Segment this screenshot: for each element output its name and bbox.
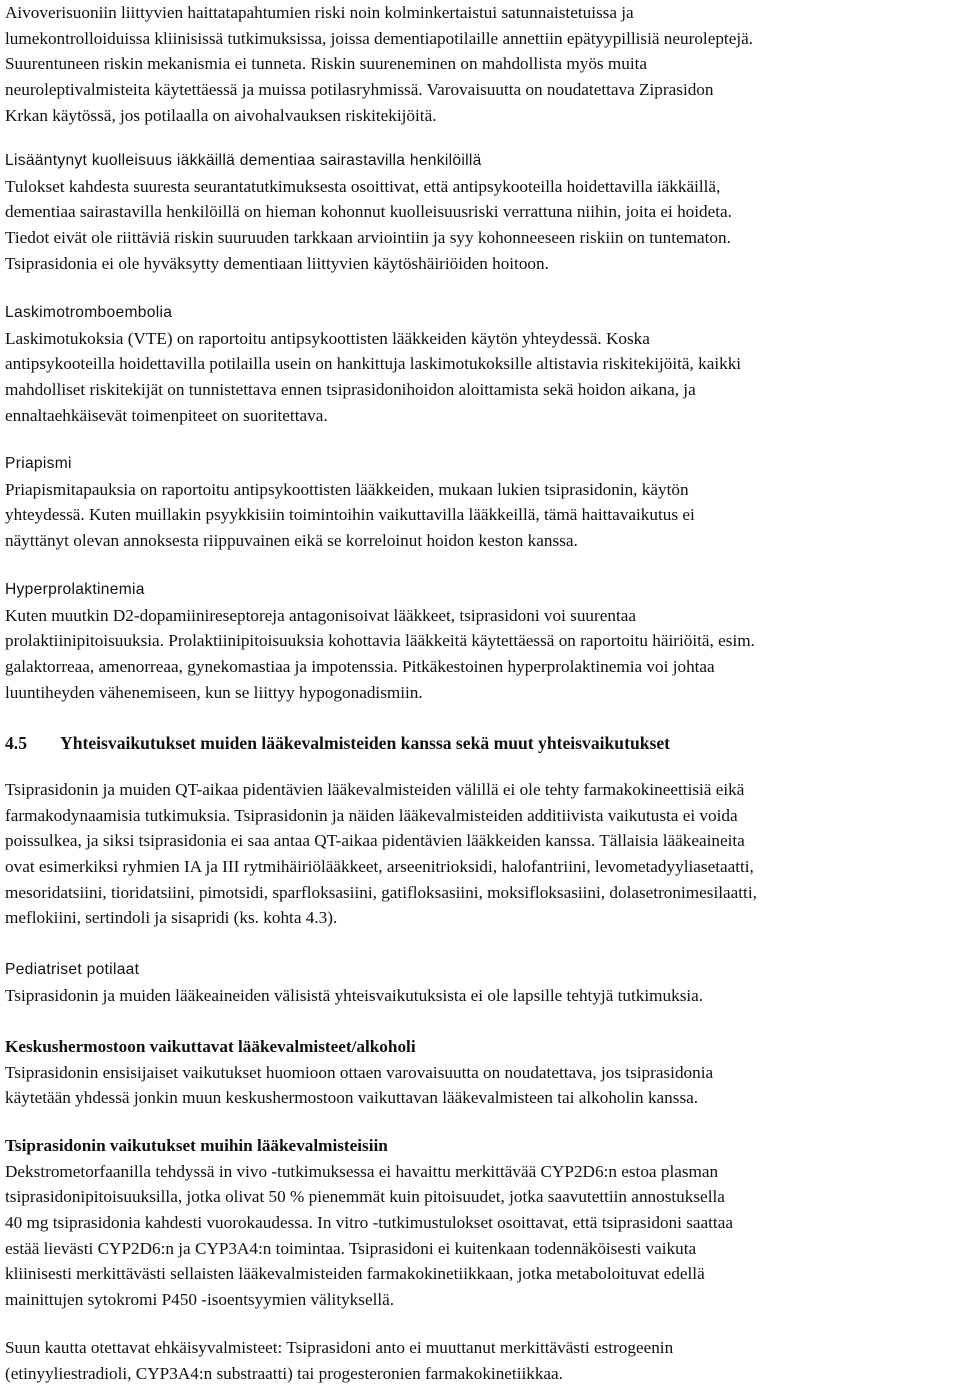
text-line: ovat esimerkiksi ryhmien IA ja III rytmihäiriölääkkeet, arseenitrioksidi, halofantriini, levometadyyliasetaatti, — [5, 857, 754, 877]
effects-on-others-section — [5, 1133, 955, 1313]
text-line: Krkan käytössä, jos potilaalla on aivohalvauksen riskitekijöitä. — [5, 105, 437, 125]
section-number: 4.5 — [5, 733, 27, 753]
section-heading: Tsiprasidonin vaikutukset muihin lääkevalmisteisiin — [5, 1136, 388, 1155]
text-line: kliinisesti merkittävästi sellaisten lääkevalmisteiden farmakokinetiikkaan, jotka metaboloituvat edellä — [5, 1264, 705, 1284]
section-4-5-body — [5, 777, 955, 931]
text-line: farmakodynaamisia tutkimuksia. Tsiprasidonin ja näiden lääkevalmisteiden additiivista vaikutusta ei voida — [5, 805, 738, 825]
text-line: käytetään yhdessä jonkin muun keskushermostoon vaikuttavan lääkevalmisteen tai alkoholin kanssa. — [5, 1088, 699, 1108]
pediatric-section — [5, 957, 955, 1008]
text-line: yhteydessä. Kuten muillakin psyykkisiin toimintoihin vaikuttavilla lääkkeillä, tämä haittavaikutus ei — [5, 505, 695, 525]
contraceptives-paragraph — [5, 1335, 955, 1386]
text-line: galaktorreaa, amenorreaa, gynekomastiaa ja impotenssia. Pitkäkestoinen hyperprolaktinemia voi johtaa — [5, 657, 715, 677]
cns-section — [5, 1034, 955, 1111]
text-line: Tsiprasidonia ei ole hyväksytty dementiaan liittyvien käytöshäiriöiden hoitoon. — [5, 253, 549, 273]
text-line: Tsiprasidonin ja muiden lääkeaineiden välisistä yhteisvaikutuksista ei ole lapsille tehtyjä tutkimuksia. — [5, 985, 704, 1005]
section-heading: Keskushermostoon vaikuttavat lääkevalmisteet/alkoholi — [5, 1037, 416, 1056]
text-line: dementiaa sairastavilla henkilöillä on hieman kohonnut kuolleisuusriski verrattuna niihin, joita ei hoideta. — [5, 202, 732, 222]
priapism-section — [5, 451, 955, 554]
text-line: Laskimotukoksia (VTE) on raportoitu antipsykoottisten lääkkeiden käytön yhteydessä. Koska — [5, 328, 650, 348]
text-line: tsiprasidonipitoisuuksilla, jotka olivat 50 % pienemmät kuin pitoisuudet, jotka saavutettiin annostuksella — [5, 1187, 725, 1207]
text-line: Kuten muutkin D2-dopamiinireseptoreja antagonisoivat lääkkeet, tsiprasidoni voi suurentaa — [5, 605, 637, 625]
text-line: Aivoverisuoniin liittyvien haittatapahtumien riski noin kolminkertaistui satunnaistetuissa ja — [5, 3, 634, 22]
section-heading: Pediatriset potilaat — [5, 961, 140, 978]
text-line: Suurentuneen riskin mekanismia ei tunneta. Riskin suureneminen on mahdollista myös muita — [5, 54, 648, 74]
text-line: lumekontrolloiduissa kliinisissä tutkimuksissa, joissa dementiapotilaille annettiin epätyypillisiä neuroleptejä. — [5, 28, 754, 48]
text-line: Suun kautta otettavat ehkäisyvalmisteet: Tsiprasidoni anto ei muuttanut merkittävästi estrogeenin — [5, 1338, 674, 1357]
text-line: prolaktiinipitoisuuksia. Prolaktiinipitoisuuksia kohottavia lääkkeitä käytettäessä on raportoitu häiriöitä, esim. — [5, 631, 755, 651]
text-line: luuntiheyden vähenemiseen, kun se liittyy hypogonadismiin. — [5, 682, 423, 702]
text-line: poissulkea, ja siksi tsiprasidonia ei saa antaa QT-aikaa pidentävien lääkkeiden kanssa. Tällaisia lääkeaineita — [5, 831, 745, 851]
text-line: Priapismitapauksia on raportoitu antipsykoottisten lääkkeiden, mukaan lukien tsiprasidonin, käytön — [5, 479, 689, 499]
text-line: 40 mg tsiprasidonia kahdesti vuorokaudessa. In vitro -tutkimustulokset osoittavat, että tsiprasidoni saattaa — [5, 1213, 733, 1233]
text-line: mainittujen sytokromi P450 -isoentsyymien välityksellä. — [5, 1290, 395, 1310]
text-line: neuroleptivalmisteita käytettäessä ja muissa potilasryhmissä. Varovaisuutta on noudatettava Ziprasidon — [5, 80, 714, 100]
section-heading: Laskimotromboembolia — [5, 304, 173, 321]
vte-section — [5, 300, 955, 428]
text-line: meflokiini, sertindoli ja sisapridi (ks. kohta 4.3). — [5, 908, 338, 928]
text-line: (etinyyliestradioli, CYP3A4:n substraatti) tai progesteronien farmakokinetiikkaa. — [5, 1363, 563, 1383]
section-title-line — [5, 731, 955, 757]
section-heading: Lisääntynyt kuolleisuus iäkkäillä dementiaa sairastavilla henkilöillä — [5, 152, 482, 169]
section-title: Yhteisvaikutukset muiden lääkevalmisteiden kanssa sekä muut yhteisvaikutukset — [60, 733, 671, 753]
section-4-5-title — [5, 731, 955, 757]
text-line: mahdolliset riskitekijät on tunnistettava ennen tsiprasidonihoidon aloittamista sekä hoidon aikana, ja — [5, 380, 696, 400]
text-line: ennaltaehkäisevät toimenpiteet on suoritettava. — [5, 405, 328, 425]
text-line: Tsiprasidonin ensisijaiset vaikutukset huomioon ottaen varovaisuutta on noudatettava, jos tsiprasidonia — [5, 1062, 714, 1082]
text-line: mesoridatsiini, tioridatsiini, pimotsidi, sparfloksasiini, gatifloksasiini, moksifloksasiini, dolasetronimesilaatti, — [5, 882, 757, 902]
intro-paragraph — [5, 0, 955, 128]
mortality-section — [5, 148, 955, 276]
hyperprolactinemia-section — [5, 577, 955, 705]
section-heading: Priapismi — [5, 455, 72, 472]
text-line: Tsiprasidonin ja muiden QT-aikaa pidentävien lääkevalmisteiden välillä ei ole tehty farmakokineettisiä eikä — [5, 780, 745, 799]
text-line: Tiedot eivät ole riittäviä riskin suuruuden tarkkaan arviointiin ja syy kohonneeseen riskiin on tuntematon. — [5, 228, 731, 248]
text-line: näyttänyt olevan annoksesta riippuvainen eikä se korreloinut hoidon keston kanssa. — [5, 531, 578, 551]
section-heading: Hyperprolaktinemia — [5, 581, 145, 598]
text-line: Tulokset kahdesta suuresta seurantatutkimuksesta osoittivat, että antipsykooteilla hoidettavilla iäkkäillä, — [5, 176, 721, 196]
text-line: Dekstrometorfaanilla tehdyssä in vivo -tutkimuksessa ei havaittu merkittävää CYP2D6:n estoa plasman — [5, 1161, 719, 1181]
text-line: estää lievästi CYP2D6:n ja CYP3A4:n toimintaa. Tsiprasidoni ei kuitenkaan todennäköisesti vaikuta — [5, 1238, 697, 1258]
text-line: antipsykooteilla hoidettavilla potilailla usein on hankittuja laskimotukoksille altistavia riskitekijöitä, kaikki — [5, 354, 742, 374]
